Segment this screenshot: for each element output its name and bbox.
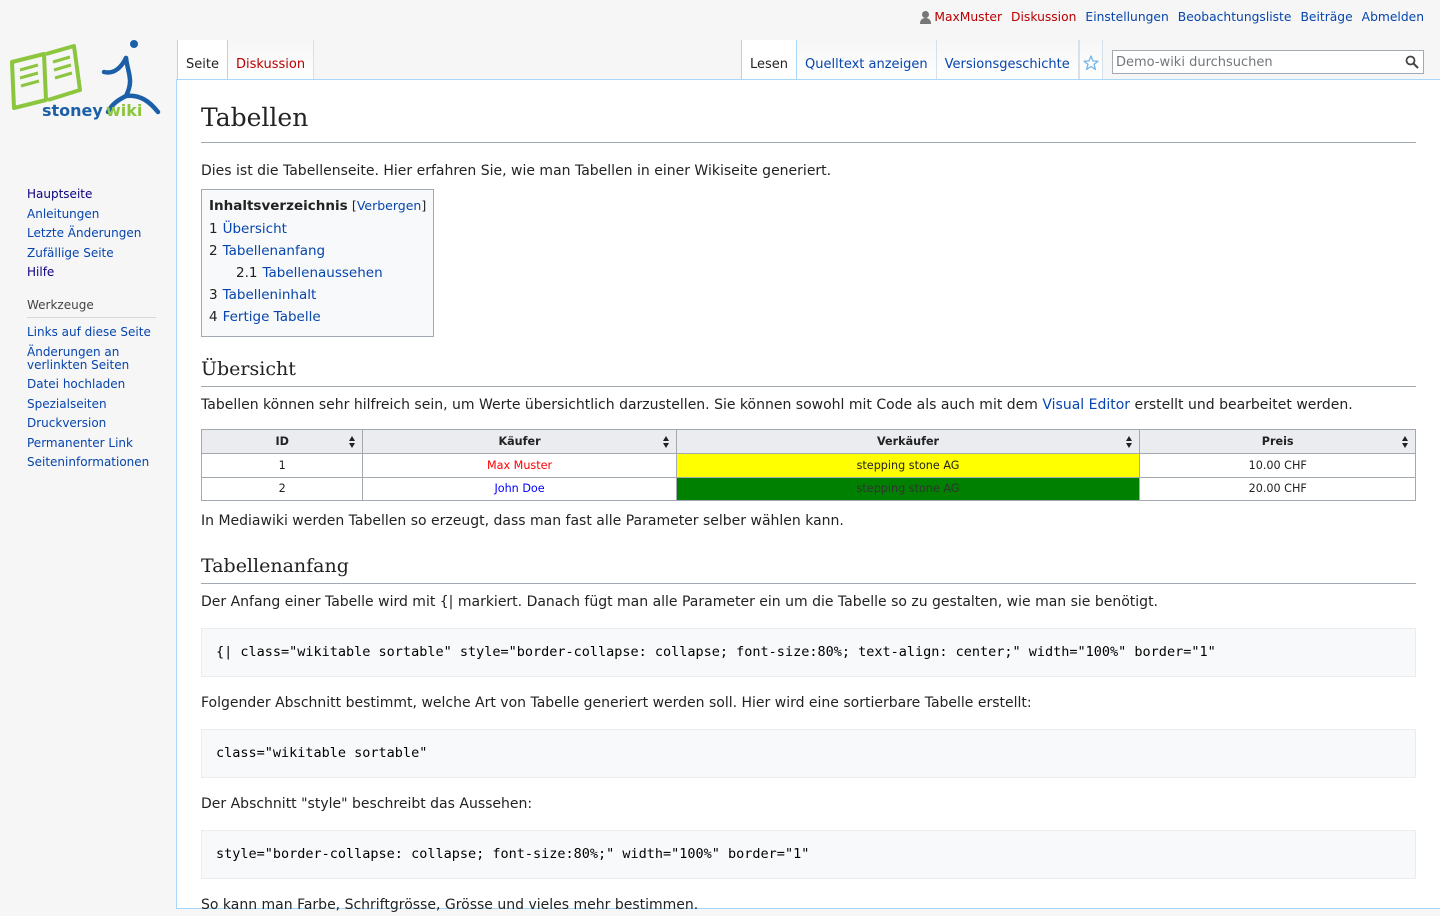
sidebar-item-spezialseiten[interactable]: Spezialseiten <box>27 396 107 411</box>
cell-buyer: John Doe <box>363 477 676 501</box>
sidebar-item-anleitungen[interactable]: Anleitungen <box>27 206 100 221</box>
tab-versionsgeschichte[interactable]: Versionsgeschichte <box>937 40 1079 80</box>
sidebar-item-hilfe[interactable]: Hilfe <box>27 265 55 279</box>
toc-item[interactable] <box>209 218 426 240</box>
tab-seite[interactable]: Seite <box>177 40 228 80</box>
toc-link-tabellenaussehen[interactable]: Tabellenaussehen <box>262 265 383 281</box>
toc-number: 2 <box>209 243 218 259</box>
toc-title: Inhaltsverzeichnis <box>209 198 348 214</box>
watchlist-link[interactable]: Beobachtungsliste <box>1177 10 1292 24</box>
sidebar-item-datei-hochladen[interactable]: Datei hochladen <box>27 377 126 391</box>
header-label: Verkäufer <box>876 435 940 448</box>
cell-price: 10.00 CHF <box>1140 454 1416 478</box>
sidebar-item-hauptseite[interactable]: Hauptseite <box>27 187 93 201</box>
heading-uebersicht: Übersicht <box>201 355 1416 387</box>
site-logo[interactable] <box>8 40 168 124</box>
sidebar-tools <box>0 326 176 469</box>
toc-link-tabelleninhalt[interactable]: Tabelleninhalt <box>222 287 317 303</box>
column-header-verkaeufer[interactable] <box>676 430 1140 454</box>
sidebar-item-druckversion[interactable]: Druckversion <box>27 416 107 430</box>
user-talk-link[interactable]: Diskussion <box>1011 10 1077 24</box>
heading-tabellenanfang: Tabellenanfang <box>201 552 1416 584</box>
toc-number: 3 <box>209 287 218 303</box>
sidebar-item-aenderungen-verlinkte[interactable]: Änderungen an verlinkten Seiten <box>27 344 130 372</box>
search-input[interactable] <box>1113 52 1393 74</box>
overview-text-end: erstellt und bearbeitet werden. <box>1130 397 1353 413</box>
cell-id: 2 <box>202 477 363 501</box>
preferences-link[interactable]: Einstellungen <box>1085 10 1169 24</box>
sidebar-item-seiteninformationen[interactable]: Seiteninformationen <box>27 455 150 469</box>
toc-item[interactable] <box>209 240 426 262</box>
header-label: Käufer <box>498 435 541 448</box>
table-row <box>202 454 1416 478</box>
sortable-table <box>201 429 1416 501</box>
code-block-table-start: {| class="wikitable sortable" style="border-collapse: collapse; font-size:80%; text-align: center;" width="100%" border="1" <box>201 628 1416 677</box>
column-header-id[interactable] <box>202 430 363 454</box>
cell-seller: stepping stone AG <box>676 454 1140 478</box>
user-page-link[interactable]: MaxMuster <box>934 10 1003 24</box>
code-block-style: style="border-collapse: collapse; font-size:80%;" width="100%" border="1" <box>201 830 1416 879</box>
user-icon <box>920 11 931 24</box>
table-of-contents <box>201 189 434 337</box>
sort-icon[interactable] <box>1126 436 1133 448</box>
sidebar-item-links-auf-diese-seite[interactable]: Links auf diese Seite <box>27 325 151 339</box>
toc-toggle: [Verbergen] <box>351 198 427 213</box>
view-tabs <box>741 40 1103 80</box>
watch-star-icon[interactable] <box>1079 40 1103 80</box>
cell-buyer: Max Muster <box>363 454 676 478</box>
contributions-link[interactable]: Beiträge <box>1300 10 1353 24</box>
header-label: ID <box>275 435 289 448</box>
column-header-preis[interactable] <box>1140 430 1416 454</box>
overview-text <box>201 394 1416 416</box>
toc-link-fertige-tabelle[interactable]: Fertige Tabelle <box>222 309 321 325</box>
tabellenanfang-text: Der Anfang einer Tabelle wird mit {| markiert. Danach fügt man alle Parameter ein um die Tabelle so zu gestalten, wie man sie benötigt. <box>201 594 1159 610</box>
search-icon[interactable] <box>1405 55 1419 69</box>
sort-icon[interactable] <box>1402 436 1409 448</box>
toc-item[interactable] <box>209 262 426 284</box>
cell-price: 20.00 CHF <box>1140 477 1416 501</box>
search-box <box>1112 50 1424 74</box>
tab-lesen[interactable]: Lesen <box>741 40 797 80</box>
class-explanation: Folgender Abschnitt bestimmt, welche Art von Tabelle generiert werden soll. Hier wird eine sortierbare Tabelle erstellt: <box>201 695 1032 711</box>
toc-number: 4 <box>209 309 218 325</box>
sidebar-item-zufaellige-seite[interactable]: Zufällige Seite <box>27 245 114 260</box>
visual-editor-link[interactable]: Visual Editor <box>1042 397 1131 413</box>
tab-diskussion[interactable]: Diskussion <box>228 40 314 80</box>
toc-link-uebersicht[interactable]: Übersicht <box>222 221 287 237</box>
toc-number: 1 <box>209 221 218 237</box>
sidebar-tools-heading: Werkzeuge <box>27 298 156 318</box>
table-row <box>202 477 1416 501</box>
sidebar-navigation <box>0 188 176 279</box>
column-header-kaeufer[interactable] <box>363 430 676 454</box>
style-explanation: Der Abschnitt "style" beschreibt das Aussehen: <box>201 796 533 812</box>
sort-icon[interactable] <box>663 436 670 448</box>
toc-item[interactable] <box>209 284 426 306</box>
sidebar <box>0 180 176 476</box>
sidebar-item-permanenter-link[interactable]: Permanenter Link <box>27 435 133 450</box>
logout-link[interactable]: Abmelden <box>1361 10 1424 24</box>
header-label: Preis <box>1261 435 1294 448</box>
cell-id: 1 <box>202 454 363 478</box>
logo-text-wiki: wiki <box>106 101 143 120</box>
toc-link-tabellenanfang[interactable]: Tabellenanfang <box>222 243 326 259</box>
overview-text-start: Tabellen können sehr hilfreich sein, um Werte übersichtlich darzustellen. Sie können sowohl mit Code als auch mit dem <box>201 397 1043 413</box>
personal-tools <box>920 10 1424 24</box>
code-block-class: class="wikitable sortable" <box>201 729 1416 778</box>
logo-graphic <box>8 40 168 124</box>
logo-text-stoney: stoney <box>42 101 103 120</box>
page-title: Tabellen <box>201 100 1416 143</box>
cell-seller: stepping stone AG <box>676 477 1140 501</box>
content-area <box>176 79 1440 913</box>
tab-quelltext-anzeigen[interactable]: Quelltext anzeigen <box>797 40 937 80</box>
sort-icon[interactable] <box>349 436 356 448</box>
table-explanation: In Mediawiki werden Tabellen so erzeugt, dass man fast alle Parameter selber wählen kann. <box>201 513 844 529</box>
namespace-tabs <box>177 40 314 80</box>
star-icon <box>1083 55 1099 71</box>
style-summary: So kann man Farbe, Schriftgrösse, Grösse und vieles mehr bestimmen. <box>201 897 699 913</box>
sidebar-item-letzte-aenderungen[interactable]: Letzte Änderungen <box>27 226 142 240</box>
toc-hide-link[interactable]: Verbergen <box>356 198 422 213</box>
toc-list <box>209 218 426 328</box>
toc-item[interactable] <box>209 306 426 328</box>
toc-number: 2.1 <box>236 265 258 281</box>
intro-text: Dies ist die Tabellenseite. Hier erfahren Sie, wie man Tabellen in einer Wikiseite generiert. <box>201 163 832 179</box>
